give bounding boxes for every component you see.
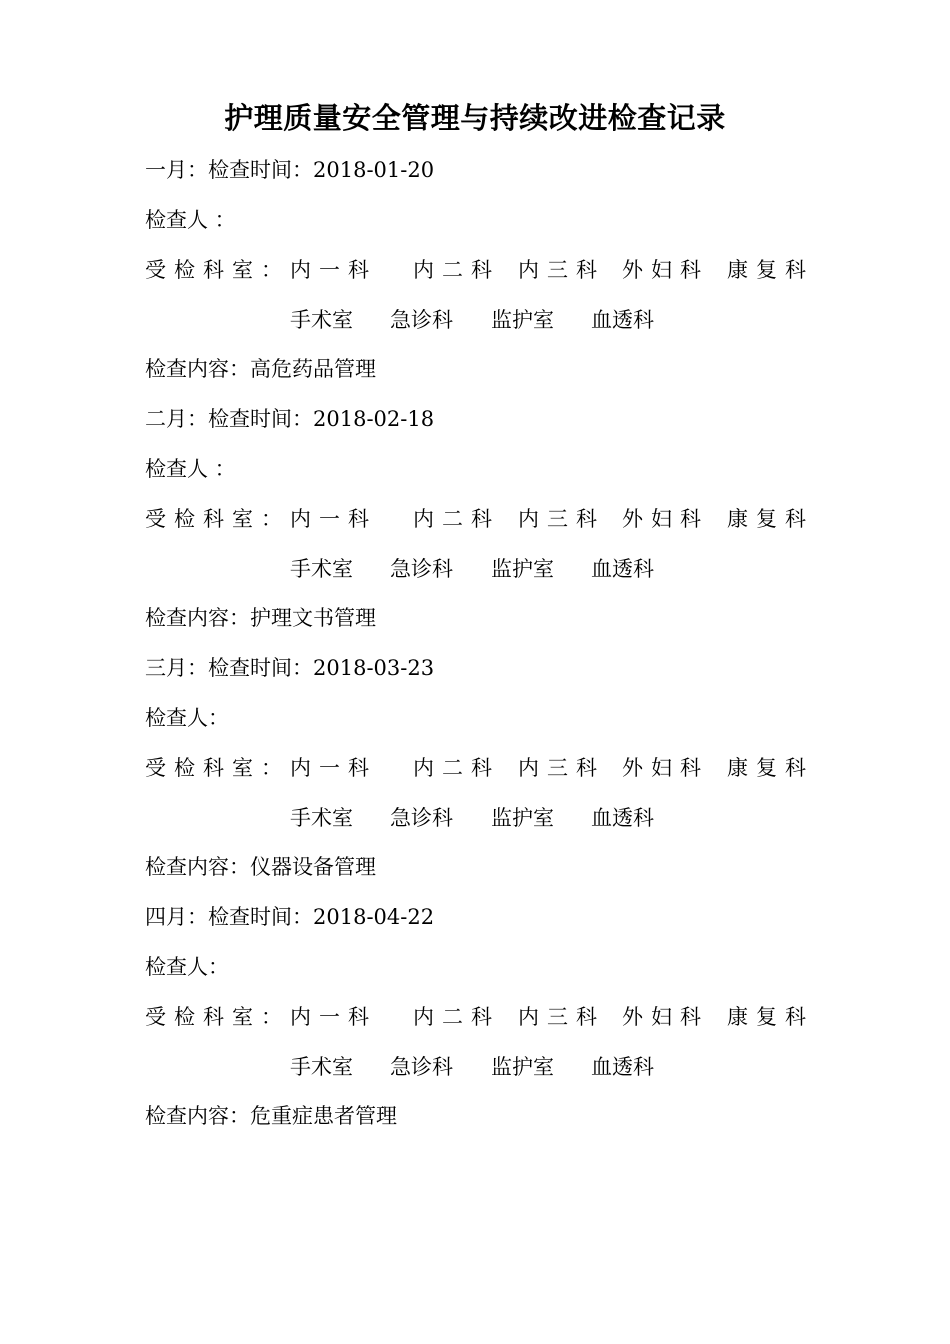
dept-item: 监护室 — [491, 557, 554, 581]
dept-item: 内二科 — [413, 507, 500, 531]
record-inspector: 检查人 ： — [145, 457, 236, 481]
dept-item: 血透科 — [591, 806, 654, 830]
record-date-line: 三月：检查时间：2018-03-23 — [145, 656, 435, 680]
dept-item: 内一科 — [290, 1005, 377, 1029]
dept-item: 内三科 — [518, 507, 605, 531]
content-prefix: 检查内容： — [145, 855, 250, 879]
dept-item: 血透科 — [591, 1055, 654, 1079]
dept-item: 外妇科 — [622, 507, 709, 531]
document-title: 护理质量安全管理与持续改进检查记录 — [224, 101, 726, 135]
departments-label: 受检科室： — [145, 507, 290, 531]
dept-item: 外妇科 — [622, 1005, 709, 1029]
record-content — [145, 603, 376, 633]
dept-item: 手术室 — [290, 806, 353, 830]
record-inspector: 检查人 ： — [145, 208, 236, 232]
dept-item: 手术室 — [290, 308, 353, 332]
dept-item: 血透科 — [591, 308, 654, 332]
dept-item: 内三科 — [518, 756, 605, 780]
dept-item: 内三科 — [518, 258, 605, 282]
dept-item: 康复科 — [727, 258, 814, 282]
dept-item: 内二科 — [413, 258, 500, 282]
dept-item: 急诊科 — [390, 308, 453, 332]
record-inspector: 检查人： — [145, 955, 229, 979]
dept-item: 外妇科 — [622, 258, 709, 282]
content-value: 护理文书管理 — [250, 606, 376, 630]
dept-item: 监护室 — [491, 1055, 554, 1079]
record-inspector: 检查人： — [145, 706, 229, 730]
record-date-line: 一月：检查时间：2018-01-20 — [145, 158, 435, 182]
dept-item: 康复科 — [727, 507, 814, 531]
dept-item: 内一科 — [290, 507, 377, 531]
dept-item: 手术室 — [290, 557, 353, 581]
record-content — [145, 852, 376, 882]
dept-item: 内一科 — [290, 258, 377, 282]
content-value: 仪器设备管理 — [250, 855, 376, 879]
dept-item: 手术室 — [290, 1055, 353, 1079]
content-prefix: 检查内容： — [145, 1104, 250, 1128]
content-value: 高危药品管理 — [250, 357, 376, 381]
content-prefix: 检查内容： — [145, 357, 250, 381]
dept-item: 内一科 — [290, 756, 377, 780]
dept-item: 急诊科 — [390, 806, 453, 830]
dept-item: 外妇科 — [622, 756, 709, 780]
dept-item: 内二科 — [413, 756, 500, 780]
dept-item: 血透科 — [591, 557, 654, 581]
dept-item: 监护室 — [491, 806, 554, 830]
record-date-line: 四月：检查时间：2018-04-22 — [145, 905, 435, 929]
dept-item: 康复科 — [727, 756, 814, 780]
dept-item: 急诊科 — [390, 557, 453, 581]
departments-label: 受检科室： — [145, 1005, 290, 1029]
dept-item: 康复科 — [727, 1005, 814, 1029]
dept-item: 内二科 — [413, 1005, 500, 1029]
record-content — [145, 354, 376, 384]
dept-item: 监护室 — [491, 308, 554, 332]
record-content — [145, 1101, 397, 1131]
record-date-line: 二月：检查时间：2018-02-18 — [145, 407, 435, 431]
departments-label: 受检科室： — [145, 756, 290, 780]
departments-label: 受检科室： — [145, 258, 290, 282]
dept-item: 急诊科 — [390, 1055, 453, 1079]
content-value: 危重症患者管理 — [250, 1104, 397, 1128]
dept-item: 内三科 — [518, 1005, 605, 1029]
content-prefix: 检查内容： — [145, 606, 250, 630]
